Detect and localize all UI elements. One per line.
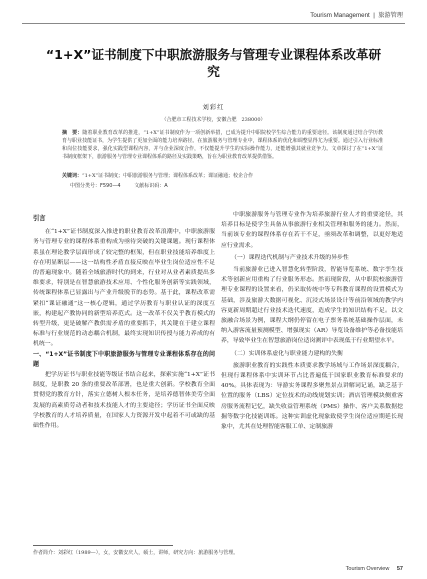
left-column — [33, 210, 215, 431]
classification-codes — [70, 182, 180, 189]
footnote-rule — [33, 545, 173, 546]
abstract — [62, 129, 383, 161]
header-journal: Tourism Management — [310, 12, 370, 19]
keywords — [62, 173, 383, 180]
section1-heading: 一、“1+X”证书制度下中职旅游服务与管理专业课程体系存在的问题 — [33, 350, 215, 368]
article-title: “1+X”证书制度下中职旅游服务与管理专业课程体系改革研究 — [45, 47, 382, 79]
abstract-label: 摘 要： — [62, 130, 83, 136]
intro-heading: 引言 — [33, 215, 46, 222]
right-paragraph-1: 中职旅游服务与管理专业作为培养旅游行业人才的重要途径，其培养目标是使学生具备从事旅游行业相关管理和服务的能力。然而，当前该专业的课程体系存在若干不足，亟须改革和调整，以更好地适应行业需求。 — [221, 212, 403, 249]
clc-number: 中图分类号：F590—4 — [70, 183, 121, 189]
author-name: 刘彩红 — [202, 104, 225, 111]
section1-paragraph: 把学历证书与职业技能等级证书结合起来，探索实施“1+X”证书制度，是职教 20 条的重要改革部署，也是重大创新。学校教育全面贯彻党的教育方针，落实立德树人根本任务，是培养德智体美劳全面发展的高素质劳动者和技术技能人才的主要途径；学历证书全面反映学校教育的人才培养质量，在国家人力资源开发中起着不可或缺的基础性作用。 — [33, 372, 215, 430]
footer-journal: Tourism Overview — [345, 566, 390, 572]
header-rule — [22, 23, 405, 24]
keywords-text: “1+X”证书制度；中职旅游服务与管理；课程体系改革；课证融通；校企合作 — [82, 173, 254, 179]
page-number: 57 — [396, 566, 403, 572]
header-journal-section — [310, 10, 403, 19]
abstract-text: 随着职业教育改革的推进，“1+X”证书制度作为一项创新举措，已成为提升中职院校学生综合能力的重要途径。该制度通过结合学历教育与职业技能证书，为学生提供了更加全面的能力培养路径。在旅游服务与管理专业中，课程体系的优化和调整显得尤为重要。通过引入行业标准和岗位技能要求，强化实践型课程内容，并与企业深度合作，不仅能提升学生的实际操作能力，还能增强其就业竞争力。文章探讨了在“1+X”证书制度框架下，旅游服务与管理专业课程体系的路径及实践策略，旨在为职业教育改革提供借鉴。 — [62, 130, 383, 160]
author-footnote: 作者简介：刘彩红（1989—），女，安徽安庆人，硕士，讲师，研究方向：旅游服务与管理。 — [33, 550, 239, 556]
right-column — [221, 210, 403, 432]
document-code: 文献标识码：A — [134, 183, 168, 189]
header-section: 旅游管理 — [378, 12, 403, 19]
keywords-label: 关键词： — [62, 173, 83, 179]
page-footer — [346, 566, 403, 572]
subsection1-heading: （一）课程迭代机制与产业技术升级的异步性 — [231, 254, 349, 261]
subsection1-paragraph: 当前旅游业已进入智慧化转型阶段，智能导览系统、数字孪生技术等创新应用重构了行业服务形态。然而现阶段，从中职院校旅游管理专业课程的设置来看，仍采取传统中等专科教育课程的设置模式为基础，涉及旅游大数据可视化、沉浸式场景设计等前沿领域的教学内容更新周期超过行业技术迭代速度，造成学生的知识结构不足。以文旅融合场景为例，课程大纲仍停留在电子票务系统基础操作层面，未纳入游客流量预测模型、增强现实（AR）导览设备维护等必备技能培养，导致毕业生在智慧旅游岗位适岗测评中表现低于行业期望水平。 — [221, 267, 403, 345]
author-affiliation: （合肥市工程技术学校，安徽合肥 238000） — [161, 117, 266, 123]
running-header — [0, 6, 427, 24]
subsection2-paragraph: 旅游职业教育的实践性本质要求教学场域与工作场景深度耦合，但现行课程体系中实训环节占比普遍低于国家职业教育标准要求的 40%。具体表现为：导游实务课程多聚焦景点讲解词记诵，缺乏基于位置的服务（LBS）定位技术的动线规划实训；酒店管理模块侧重客房服务流程记忆，缺失收益管理系统（PMS）操作、客户关系数据挖掘等数字化技能训练。这种实训虚化现象致使学生岗位适应期延长现象中，尤其在处理智能客服工单、定制旅游 — [221, 362, 403, 431]
intro-paragraph: 在“1+X”证书制度深入推进的职业教育改革浪潮中，中职旅游服务与管理专业的课程体系重构成为亟待突破的关键课题。现行课程体系虽在理论教学层面形成了较完整的框架，但在职业技能培养维度上存在明显断层——这一结构性矛盾直接反映在毕业生岗位适应性不足的普遍现象中。随着全域旅游时代的到来，行业对从业者素质提出多维要求，特别是在智慧旅游技术应用、个性化服务创新等实践领域，传统课程体系已显露出与产业升级脱节的态势。基于此，课程改革需紧扣“课证融通”这一核心逻辑，通过学历教育与职业认证的深度互嵌，构建起产教协同的新型培养范式。这一改革不仅关乎教育模式的转型升级，更是破解产教供需矛盾的重要抓手，其关键在于建立课程标准与行业规范的动态耦合机制，最终实现知识传授与能力养成的有机统一。 — [33, 229, 215, 348]
header-separator: | — [373, 12, 375, 19]
subsection2-heading: （二）实训体系虚化与职业能力建构的失衡 — [231, 350, 343, 357]
